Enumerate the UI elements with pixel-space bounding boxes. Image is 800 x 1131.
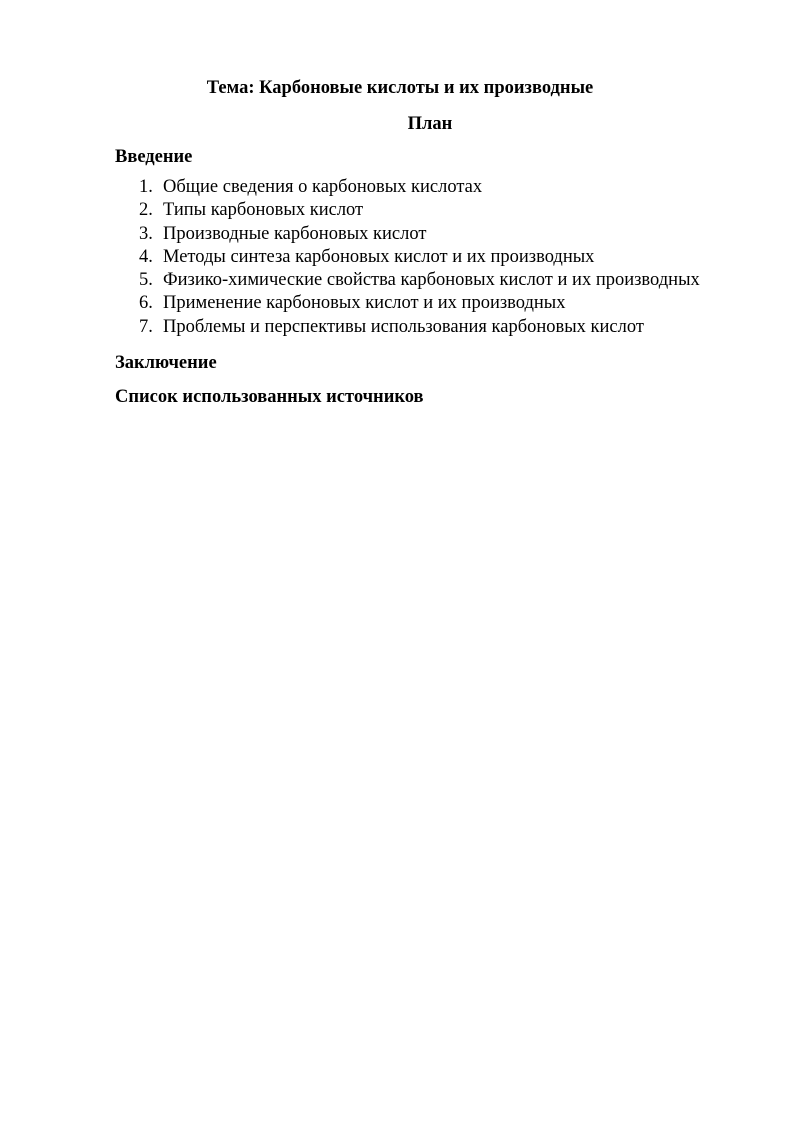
list-item-text: Проблемы и перспективы использования карбоновых кислот <box>163 316 644 337</box>
list-item-number: 3. <box>139 223 153 244</box>
conclusion-heading: Заключение <box>115 353 217 373</box>
plan-heading: План <box>407 114 453 134</box>
list-item-number: 7. <box>139 316 153 337</box>
list-item-text: Физико-химические свойства карбоновых кислот и их производных <box>163 270 700 291</box>
document-title: Тема: Карбоновые кислоты и их производные <box>206 78 594 98</box>
list-item-text: Типы карбоновых кислот <box>163 200 364 221</box>
intro-heading: Введение <box>115 147 193 167</box>
references-heading: Список использованных источников <box>115 387 424 407</box>
list-item-text: Применение карбоновых кислот и их производных <box>163 293 566 314</box>
list-item-text: Производные карбоновых кислот <box>163 223 427 244</box>
list-item-number: 5. <box>139 270 153 291</box>
list-item-number: 4. <box>139 246 153 267</box>
list-item-number: 6. <box>139 293 153 314</box>
list-item-text: Методы синтеза карбоновых кислот и их производных <box>163 246 595 267</box>
list-item-number: 1. <box>139 177 153 197</box>
list-item-number: 2. <box>139 200 153 221</box>
list-item-text: Общие сведения о карбоновых кислотах <box>163 177 483 197</box>
